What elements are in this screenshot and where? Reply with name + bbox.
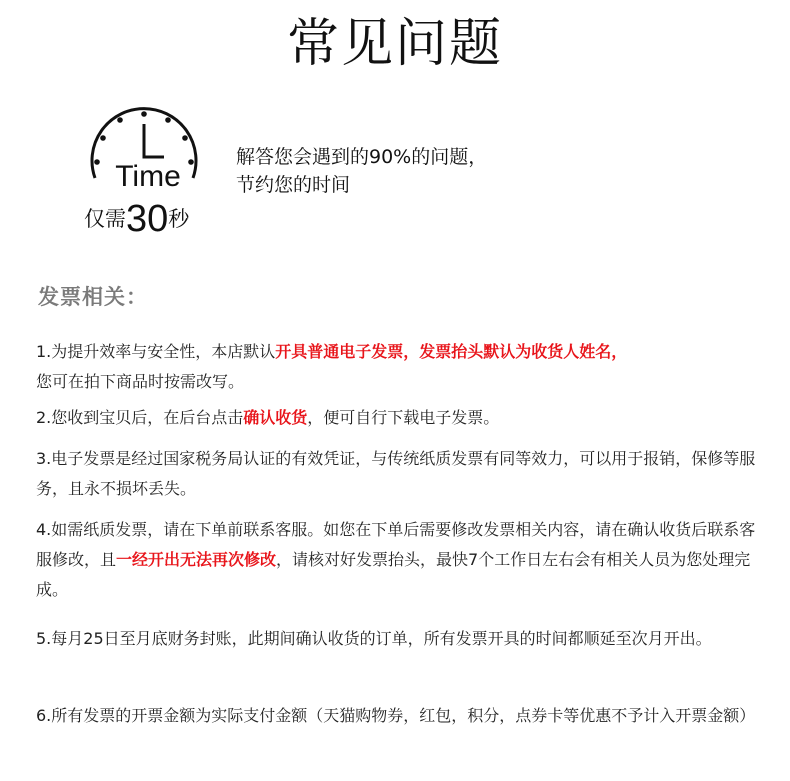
- faq-text: 6.所有发票的开票金额为实际支付金额（天猫购物券，红包，积分，点券卡等优惠不予计入开票金额）: [36, 706, 756, 725]
- faq-highlight: 开具普通电子发票，发票抬头默认为收货人姓名，: [275, 342, 628, 361]
- faq-item: [36, 701, 766, 731]
- clock-icon: [80, 100, 208, 204]
- intro-line-1: 解答您会遇到的90%的问题，: [236, 146, 488, 168]
- faq-text: ，便可自行下载电子发票。: [307, 408, 500, 427]
- clock-tick: [165, 117, 171, 123]
- faq-text: 您可在拍下商品时按需改写。: [36, 372, 245, 391]
- clock-tick: [182, 135, 188, 141]
- faq-item: [36, 624, 766, 654]
- faq-text: 1.为提升效率与安全性，本店默认: [36, 342, 276, 361]
- faq-text: ，请核对好发票抬头，最快7个工作日左右会有相关人员为您处理完成。: [36, 550, 751, 599]
- time-caption: [84, 196, 189, 242]
- faq-item: [36, 337, 766, 397]
- intro-line-2: 节约您的时间: [236, 174, 351, 196]
- clock-word: Time: [115, 160, 181, 193]
- clock-tick: [100, 135, 106, 141]
- faq-text: 4.如需纸质发票，请在下单前联系客服。如您在下单后需要修改发票相关内容，请在确认收货后联系客服修改，且: [36, 520, 756, 569]
- clock-tick: [94, 159, 100, 165]
- time-caption-prefix: 仅需: [84, 207, 126, 231]
- page-title: 常见问题: [286, 14, 503, 74]
- intro-text: [236, 143, 716, 199]
- faq-text: 2.您收到宝贝后，在后台点击: [36, 408, 244, 427]
- faq-item: [36, 444, 766, 504]
- faq-item: [36, 403, 766, 433]
- faq-item: [36, 515, 766, 605]
- faq-text: 3.电子发票是经过国家税务局认证的有效凭证，与传统纸质发票有同等效力，可以用于报销，保修等服务，且永不损坏丢失。: [36, 449, 756, 498]
- clock-tick: [117, 117, 123, 123]
- time-caption-unit: 秒: [168, 207, 190, 231]
- clock-tick: [141, 111, 147, 117]
- section-heading: 发票相关：: [38, 285, 148, 309]
- faq-highlight: 确认收货: [243, 408, 308, 427]
- faq-highlight: 一经开出无法再次修改: [116, 550, 277, 569]
- faq-text: 5.每月25日至月底财务封账，此期间确认收货的订单，所有发票开具的时间都顺延至次月开出。: [36, 629, 712, 648]
- time-caption-number: 30: [126, 198, 169, 240]
- clock-hands: [144, 124, 164, 157]
